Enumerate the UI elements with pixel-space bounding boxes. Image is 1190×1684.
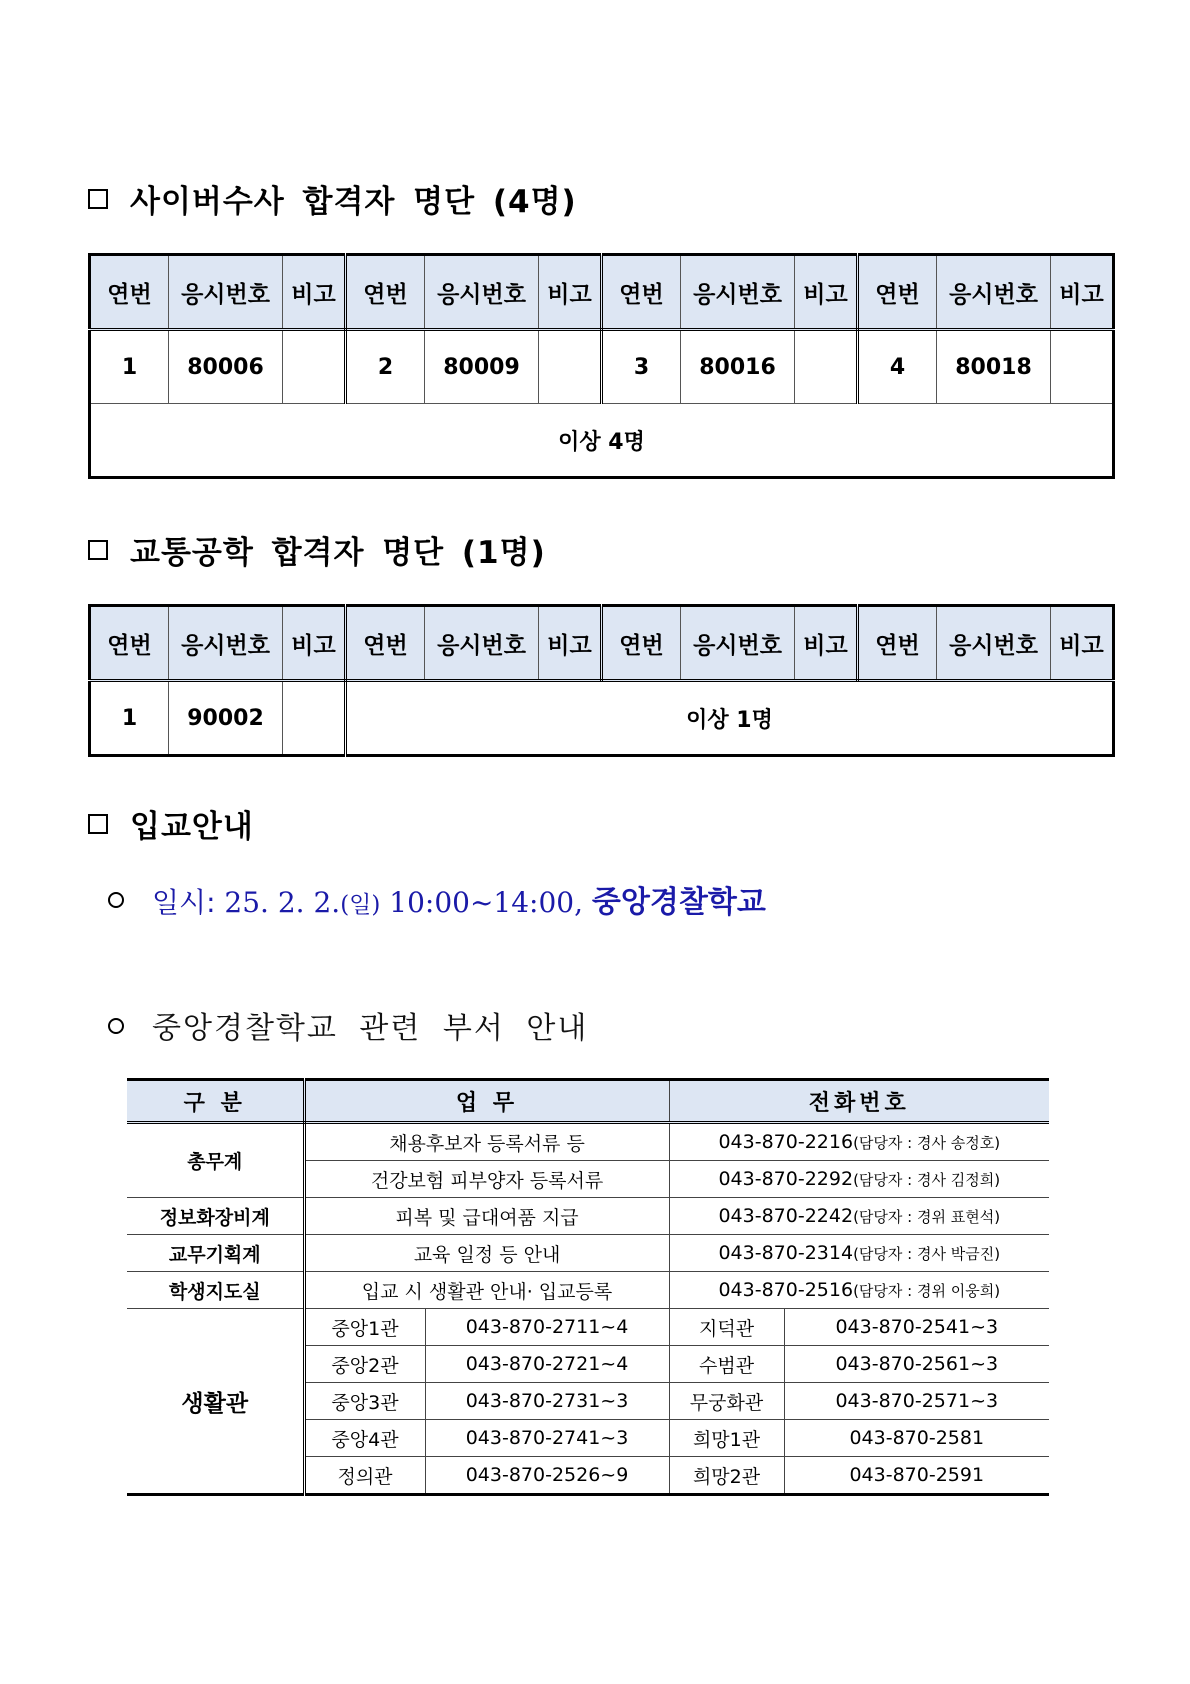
dorm-phone: 043-870-2721~4 (425, 1346, 669, 1383)
department-contact-table (127, 1078, 1049, 1496)
dorm-phone: 043-870-2561~3 (784, 1346, 1049, 1383)
hollow-circle-bullet-icon (108, 1018, 124, 1034)
header-note: 비고 (283, 606, 346, 681)
dept-name: 학생지도실 (127, 1272, 304, 1309)
header-no: 연번 (602, 606, 681, 681)
dept-phone (669, 1235, 1049, 1272)
dorm-name: 희망2관 (669, 1457, 784, 1495)
contact-person: (담당자 : 경사 김정희) (853, 1171, 1001, 1189)
cell-exam-no: 90002 (169, 681, 283, 756)
traffic-total: 이상 1명 (346, 681, 1114, 756)
dept-task: 입교 시 생활관 안내· 입교등록 (304, 1272, 669, 1309)
schedule-date: 25. 2. 2. (215, 886, 341, 919)
admission-section-title: 입교안내 (130, 809, 254, 845)
schedule-label: 일시: (152, 886, 216, 919)
header-exam-no: 응시번호 (425, 606, 539, 681)
traffic-section-title: 교통공학 합격자 명단 (1명) (130, 535, 546, 571)
cyber-section-title: 사이버수사 합격자 명단 (4명) (130, 184, 577, 220)
dorm-phone: 043-870-2571~3 (784, 1383, 1049, 1420)
header-no: 연번 (858, 255, 937, 330)
cell-note (283, 681, 346, 756)
cyber-passers-table (88, 253, 1115, 479)
dorm-phone: 043-870-2526~9 (425, 1457, 669, 1495)
dorm-name: 중앙1관 (304, 1309, 425, 1346)
header-note: 비고 (1051, 606, 1114, 681)
traffic-section-heading (88, 527, 546, 572)
table-row (90, 681, 1114, 756)
header-note: 비고 (539, 606, 602, 681)
cell-exam-no: 80018 (937, 330, 1051, 404)
table-row (127, 1272, 1049, 1309)
table-total-row (90, 404, 1114, 478)
schedule-day: (일) (340, 892, 381, 918)
contact-person: (담당자 : 경사 박금진) (853, 1245, 1001, 1263)
dorm-phone: 043-870-2731~3 (425, 1383, 669, 1420)
dept-task: 피복 및 급대여품 지급 (304, 1198, 669, 1235)
dorm-phone: 043-870-2741~3 (425, 1420, 669, 1457)
schedule-place: 중앙경찰학교 (591, 885, 766, 920)
dept-task: 건강보험 피부양자 등록서류 (304, 1161, 669, 1198)
dorm-phone: 043-870-2581 (784, 1420, 1049, 1457)
table-row (127, 1123, 1049, 1161)
dorm-name: 희망1관 (669, 1420, 784, 1457)
cell-note (539, 330, 602, 404)
schedule-time: 10:00~14:00, (380, 886, 592, 919)
dorm-name: 지덕관 (669, 1309, 784, 1346)
header-exam-no: 응시번호 (169, 255, 283, 330)
table-row (127, 1309, 1049, 1346)
header-note: 비고 (795, 606, 858, 681)
phone-number: 043-870-2242 (718, 1205, 854, 1227)
phone-number: 043-870-2292 (718, 1168, 854, 1190)
dorm-phone: 043-870-2711~4 (425, 1309, 669, 1346)
header-task: 업 무 (304, 1080, 669, 1123)
cell-no: 1 (90, 681, 169, 756)
schedule-line (108, 877, 766, 921)
header-note: 비고 (795, 255, 858, 330)
schedule-text (152, 877, 766, 921)
table-row (127, 1235, 1049, 1272)
dept-task: 채용후보자 등록서류 등 (304, 1123, 669, 1161)
cell-no: 2 (346, 330, 425, 404)
table-row (127, 1198, 1049, 1235)
cell-note (1051, 330, 1114, 404)
cell-no: 1 (90, 330, 169, 404)
header-exam-no: 응시번호 (937, 606, 1051, 681)
header-note: 비고 (283, 255, 346, 330)
header-note: 비고 (1051, 255, 1114, 330)
header-category: 구 분 (127, 1080, 304, 1123)
checkbox-icon (88, 540, 108, 560)
cell-note (283, 330, 346, 404)
header-no: 연번 (90, 255, 169, 330)
dept-phone (669, 1198, 1049, 1235)
dorm-name: 중앙4관 (304, 1420, 425, 1457)
phone-number: 043-870-2216 (718, 1131, 854, 1153)
contact-person: (담당자 : 경위 이웅희) (853, 1282, 1001, 1300)
dept-phone (669, 1161, 1049, 1198)
dorm-name: 중앙3관 (304, 1383, 425, 1420)
table-row (90, 330, 1114, 404)
phone-number: 043-870-2516 (718, 1279, 854, 1301)
header-phone: 전화번호 (669, 1080, 1049, 1123)
cyber-section-heading (88, 176, 577, 221)
contact-person: (담당자 : 경사 송정호) (853, 1134, 1001, 1152)
dorm-name: 수범관 (669, 1346, 784, 1383)
header-exam-no: 응시번호 (681, 606, 795, 681)
cell-note (795, 330, 858, 404)
table-header-row (127, 1080, 1049, 1123)
admission-section-heading (88, 801, 254, 846)
dorm-phone: 043-870-2541~3 (784, 1309, 1049, 1346)
header-no: 연번 (346, 255, 425, 330)
table-header-row (90, 255, 1114, 330)
dorm-phone: 043-870-2591 (784, 1457, 1049, 1495)
header-no: 연번 (858, 606, 937, 681)
cell-exam-no: 80009 (425, 330, 539, 404)
dept-phone (669, 1272, 1049, 1309)
cell-exam-no: 80016 (681, 330, 795, 404)
header-exam-no: 응시번호 (425, 255, 539, 330)
header-no: 연번 (346, 606, 425, 681)
cell-no: 4 (858, 330, 937, 404)
checkbox-icon (88, 814, 108, 834)
dorm-name: 중앙2관 (304, 1346, 425, 1383)
checkbox-icon (88, 189, 108, 209)
header-no: 연번 (90, 606, 169, 681)
dorm-name: 정의관 (304, 1457, 425, 1495)
header-exam-no: 응시번호 (937, 255, 1051, 330)
header-exam-no: 응시번호 (169, 606, 283, 681)
contact-person: (담당자 : 경위 표현석) (853, 1208, 1001, 1226)
dorm-category: 생활관 (127, 1309, 304, 1495)
dept-intro-line (108, 1003, 588, 1047)
phone-number: 043-870-2314 (718, 1242, 854, 1264)
dorm-name: 무궁화관 (669, 1383, 784, 1420)
dept-intro-text: 중앙경찰학교 관련 부서 안내 (152, 1011, 589, 1046)
dept-phone (669, 1123, 1049, 1161)
cell-no: 3 (602, 330, 681, 404)
header-note: 비고 (539, 255, 602, 330)
header-exam-no: 응시번호 (681, 255, 795, 330)
dept-name: 정보화장비계 (127, 1198, 304, 1235)
dept-name: 총무계 (127, 1123, 304, 1198)
hollow-circle-bullet-icon (108, 892, 124, 908)
table-header-row (90, 606, 1114, 681)
header-no: 연번 (602, 255, 681, 330)
dept-name: 교무기획계 (127, 1235, 304, 1272)
traffic-passers-table (88, 604, 1115, 757)
dept-task: 교육 일정 등 안내 (304, 1235, 669, 1272)
cyber-total: 이상 4명 (90, 404, 1114, 478)
cell-exam-no: 80006 (169, 330, 283, 404)
